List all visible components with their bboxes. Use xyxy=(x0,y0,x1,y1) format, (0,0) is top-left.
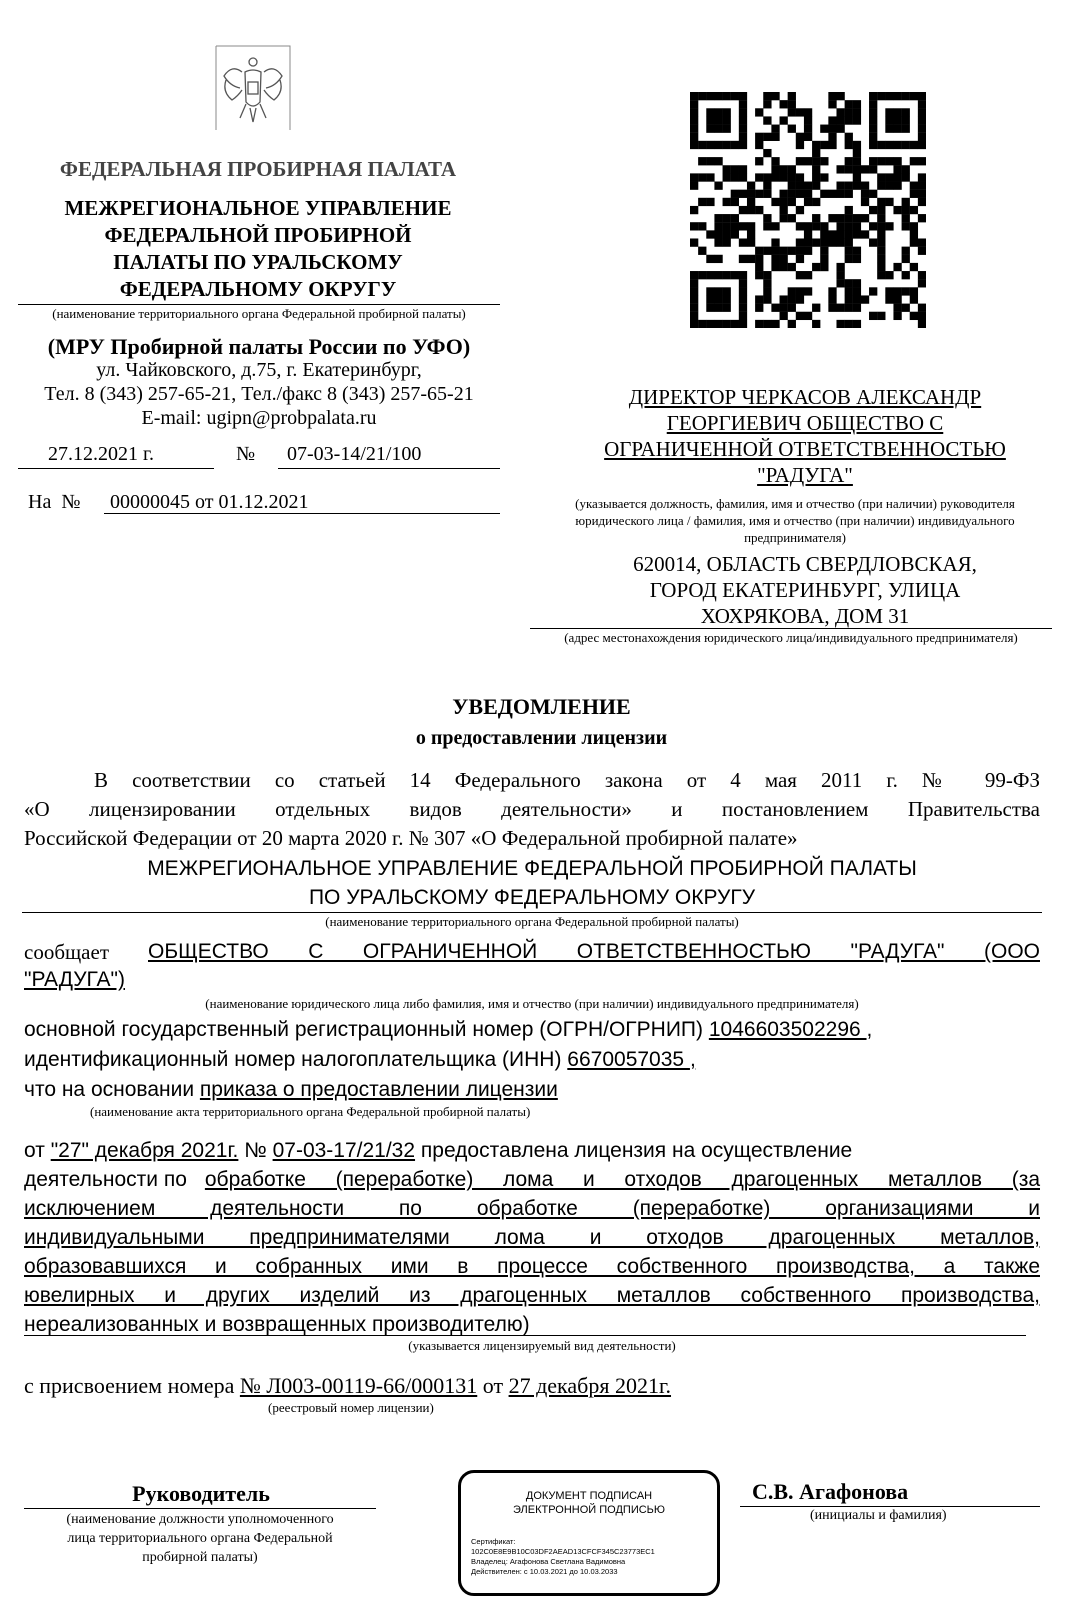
ogrn-value: 1046603502296 xyxy=(708,1018,867,1041)
authority-name xyxy=(24,854,1040,912)
recipient-address-line: ХОХРЯКОВА, ДОМ 31 xyxy=(700,604,910,628)
licensee-name xyxy=(148,938,1040,966)
licensee-name-cont xyxy=(24,966,125,994)
recipient-caption xyxy=(530,495,1060,546)
order-number-sign: № xyxy=(244,1139,267,1162)
qr-code xyxy=(690,92,926,328)
recipient-address xyxy=(555,551,1055,629)
stamp-cert-value: 102C0E8E9B10C03DF2AEAD13CFCF345C23773EC1 xyxy=(471,1547,655,1556)
department-name-line: МЕЖРЕГИОНАЛЬНОЕ УПРАВЛЕНИЕ xyxy=(64,196,452,220)
intro-line: В соответствии со статьей 14 Федерального закона от 4 мая 2011 г. № 99-ФЗ xyxy=(94,768,1040,792)
stamp-owner: Владелец: Агафонова Светлана Вадимовна xyxy=(471,1557,626,1566)
activity-line: нереализованных и возвращенных производителю) xyxy=(24,1313,530,1336)
stamp-cert-label: Сертификат: xyxy=(471,1537,516,1546)
signer-name: С.В. Агафонова xyxy=(752,1479,909,1504)
reg-date: 27.12.2021 г. xyxy=(48,443,154,465)
stamp-title xyxy=(461,1489,717,1517)
assign-label: с присвоением номера xyxy=(24,1373,235,1398)
department-name-line: ФЕДЕРАЛЬНОЙ ПРОБИРНОЙ xyxy=(104,223,412,247)
org-title: ФЕДЕРАЛЬНАЯ ПРОБИРНАЯ ПАЛАТА xyxy=(59,157,457,181)
order-date: "27" декабря 2021г. xyxy=(50,1139,239,1162)
licensee-name-line: ОБЩЕСТВО С ОГРАНИЧЕННОЙ ОТВЕТСТВЕННОСТЬЮ "РАДУГА" (ООО xyxy=(148,940,1040,963)
stamp-details xyxy=(471,1537,715,1577)
recipient-name xyxy=(555,384,1055,488)
divider xyxy=(18,304,500,305)
activity-caption: (указывается лицензируемый вид деятельности) xyxy=(408,1338,676,1353)
recipient-caption-line: юридического лица / фамилия, имя и отчество (при наличии) индивидуального xyxy=(575,513,1015,528)
order-row xyxy=(24,1137,1054,1165)
basis-value: приказа о предоставлении лицензии xyxy=(199,1078,558,1101)
e-signature-stamp xyxy=(458,1470,720,1596)
recipient-caption-line: (указывается должность, фамилия, имя и отчество (при наличии) руководителя xyxy=(575,496,1015,511)
signer-position-caption-line: пробирной палаты) xyxy=(142,1550,258,1565)
intro-line: «О лицензировании отдельных видов деятельности» и постановлением Правительства xyxy=(24,797,1040,821)
licensee-caption: (наименование юридического лица либо фамилия, имя и отчество (при наличии) индивидуального предпринимателя) xyxy=(205,996,859,1011)
inn-label: идентификационный номер налогоплательщика (ИНН) xyxy=(24,1048,562,1071)
activity-line: ювелирных и других изделий из драгоценных металлов собственного производства, xyxy=(24,1284,1040,1307)
authority-name-line: ПО УРАЛЬСКОМУ ФЕДЕРАЛЬНОМУ ОКРУГУ xyxy=(308,886,756,909)
activity-line: исключением деятельности по обработке (переработке) организациями и xyxy=(24,1197,1040,1220)
recipient-name-line: ГЕОРГИЕВИЧ ОБЩЕСТВО С xyxy=(666,411,944,435)
activity-first-label: деятельности по xyxy=(24,1168,187,1191)
org-email: E-mail: ugipn@probpalata.ru xyxy=(141,407,377,429)
divider xyxy=(740,1506,1040,1507)
divider xyxy=(22,912,1042,913)
activity-line: образовавшихся и собранных ими в процессе собственного производства, а также xyxy=(24,1255,1040,1278)
activity-first-row xyxy=(24,1166,1040,1194)
recipient-name-line: ОГРАНИЧЕННОЙ ОТВЕТСТВЕННОСТЬЮ xyxy=(604,437,1006,461)
order-suffix: предоставлена лицензия на осуществление xyxy=(420,1139,853,1162)
recipient-name-line: ДИРЕКТОР ЧЕРКАСОВ АЛЕКСАНДР xyxy=(628,385,982,409)
recipient-address-caption: (адрес местонахождения юридического лица/индивидуального предпринимателя) xyxy=(564,630,1018,645)
reg-number-sign: № xyxy=(236,443,256,465)
authority-name-line: МЕЖРЕГИОНАЛЬНОЕ УПРАВЛЕНИЕ ФЕДЕРАЛЬНОЙ ПРОБИРНОЙ ПАЛАТЫ xyxy=(147,857,917,880)
order-number: 07-03-17/21/32 xyxy=(272,1139,416,1162)
stamp-valid: Действителен: с 10.03.2021 до 10.03.2033 xyxy=(471,1567,618,1576)
activity-line: индивидуальными предпринимателями лома и отходов драгоценных металлов, xyxy=(24,1226,1040,1249)
divider xyxy=(278,468,500,469)
intro-line: Российской Федерации от 20 марта 2020 г. № 307 «О Федеральной пробирной палате» xyxy=(24,826,798,850)
signer-name-caption: (инициалы и фамилия) xyxy=(810,1508,947,1523)
divider xyxy=(104,513,500,514)
divider xyxy=(18,468,214,469)
order-prefix: от xyxy=(24,1139,45,1162)
recipient-address-line: 620014, ОБЛАСТЬ СВЕРДЛОВСКАЯ, xyxy=(633,552,977,576)
authority-caption: (наименование территориального органа Федеральной пробирной палаты) xyxy=(325,914,739,929)
org-address: ул. Чайковского, д.75, г. Екатеринбург, xyxy=(96,359,422,381)
signer-position-caption-line: лица территориального органа Федеральной xyxy=(67,1531,333,1546)
inn-value: 6670057035 xyxy=(567,1048,690,1071)
license-caption: (реестровый номер лицензии) xyxy=(268,1400,434,1415)
inn-row: идентификационный номер налогоплательщика (ИНН) 6670057035 , xyxy=(24,1048,696,1071)
stamp-title-line: ЭЛЕКТРОННОЙ ПОДПИСЬЮ xyxy=(512,1504,666,1516)
department-name xyxy=(18,195,498,303)
assign-from: от xyxy=(482,1373,504,1398)
reference-label: На № xyxy=(28,491,81,513)
department-name-line: ФЕДЕРАЛЬНОМУ ОКРУГУ xyxy=(119,277,397,301)
recipient-address-line: ГОРОД ЕКАТЕРИНБУРГ, УЛИЦА xyxy=(649,578,961,602)
ogrn-row: основной государственный регистрационный номер (ОГРН/ОГРНИП) 1046603502296 , xyxy=(24,1018,873,1041)
recipient-name-line: "РАДУГА" xyxy=(757,463,853,487)
divider xyxy=(24,1508,376,1509)
reference-value: 00000045 от 01.12.2021 xyxy=(110,491,309,513)
license-number: № Л003-00119-66/000131 xyxy=(239,1373,478,1398)
notice-subtitle: о предоставлении лицензии xyxy=(415,727,668,749)
department-name-line: ПАЛАТЫ ПО УРАЛЬСКОМУ xyxy=(113,250,403,274)
basis-caption: (наименование акта территориального органа Федеральной пробирной палаты) xyxy=(90,1104,531,1119)
org-phones: Тел. 8 (343) 257-65-21, Тел./факс 8 (343) 257-65-21 xyxy=(44,383,474,405)
stamp-title-line: ДОКУМЕНТ ПОДПИСАН xyxy=(525,1490,653,1502)
divider xyxy=(530,628,1052,629)
signer-position: Руководитель xyxy=(132,1481,270,1506)
basis-row xyxy=(24,1076,1054,1104)
divider xyxy=(24,1335,1026,1336)
license-row xyxy=(24,1372,671,1400)
license-date: 27 декабря 2021г. xyxy=(508,1373,672,1398)
coat-of-arms-icon xyxy=(212,42,294,130)
basis-label: что на основании xyxy=(24,1078,195,1101)
department-caption: (наименование территориального органа Федеральной пробирной палаты) xyxy=(52,306,466,321)
short-name: (МРУ Пробирной палаты России по УФО) xyxy=(47,334,471,359)
licensee-name-line: "РАДУГА") xyxy=(24,968,125,991)
activity-first-value: обработке (переработке) лома и отходов драгоценных металлов (за xyxy=(204,1168,1040,1191)
recipient-caption-line: предпринимателя) xyxy=(744,530,846,545)
reg-number: 07-03-14/21/100 xyxy=(287,443,422,465)
notice-title: УВЕДОМЛЕНИЕ xyxy=(452,694,631,719)
signer-position-caption-line: (наименование должности уполномоченного xyxy=(66,1512,334,1527)
informs-label: сообщает xyxy=(24,940,109,964)
signer-position-caption xyxy=(24,1510,376,1567)
ogrn-label: основной государственный регистрационный номер (ОГРН/ОГРНИП) xyxy=(24,1018,704,1041)
